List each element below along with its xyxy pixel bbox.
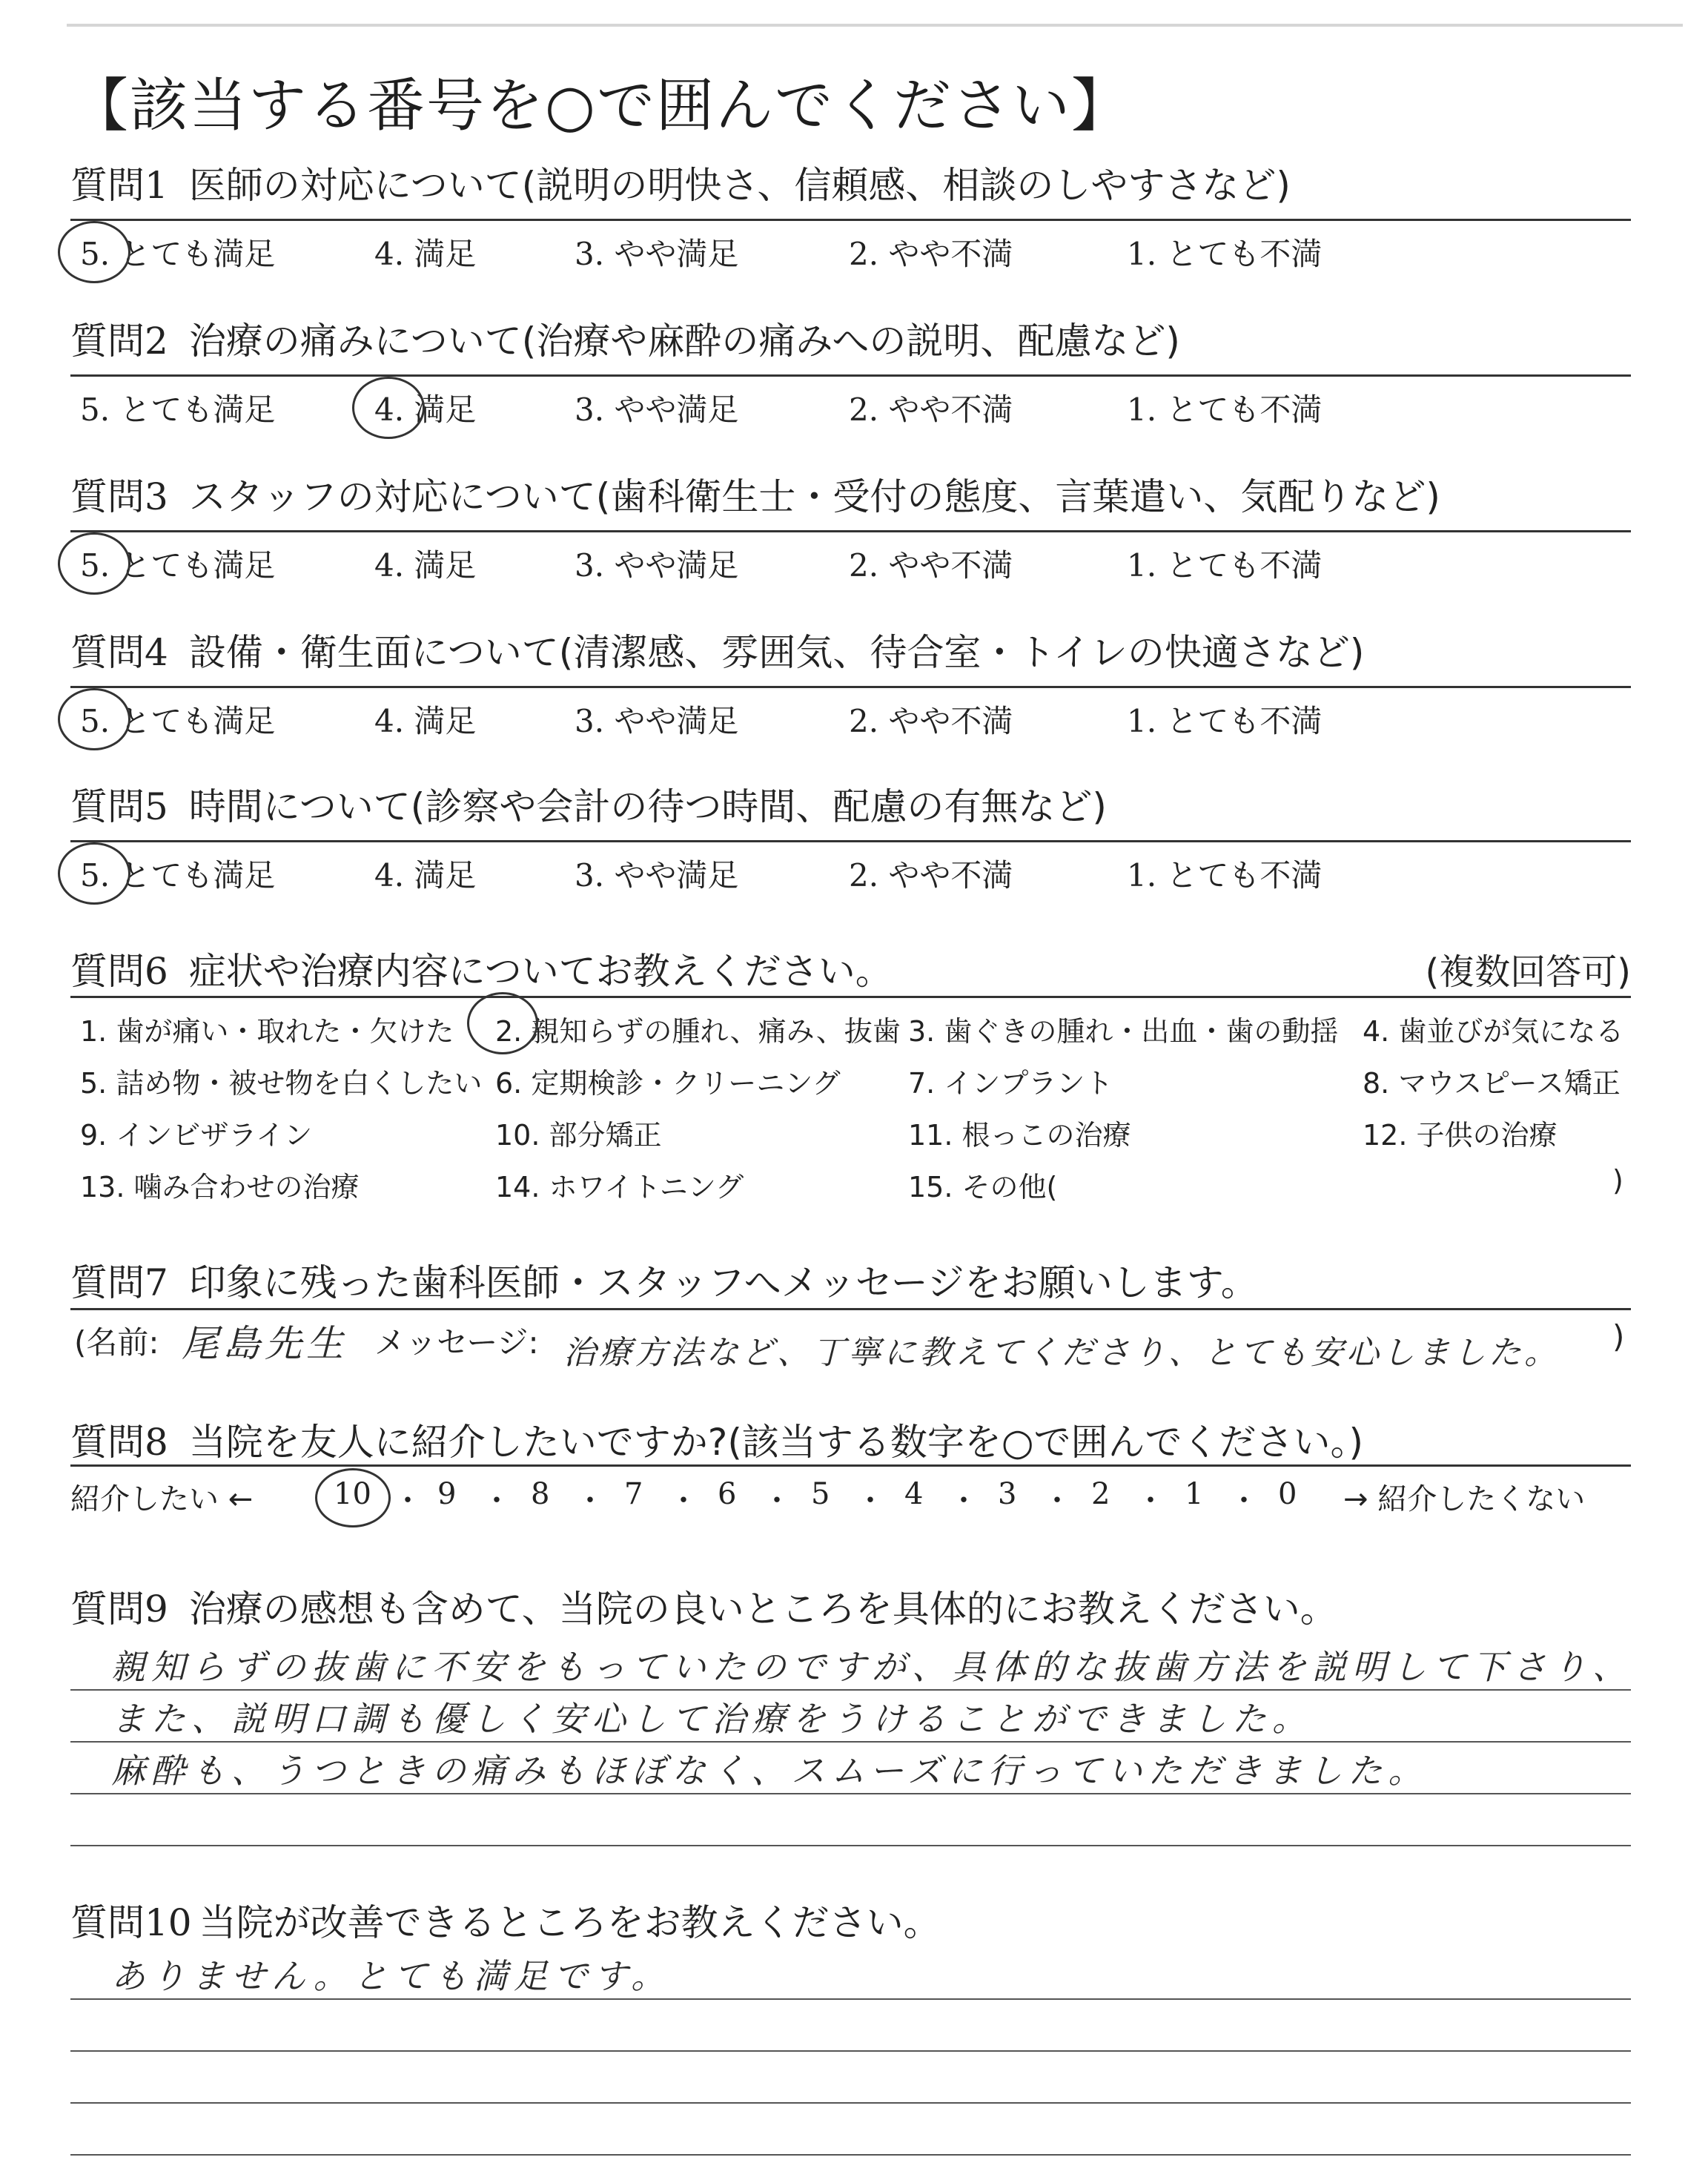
selection-circle xyxy=(352,377,425,439)
rating-option[interactable]: 1. とても不満 xyxy=(1127,547,1323,584)
rating-option[interactable]: 3. やや満足 xyxy=(575,857,739,894)
symptom-option[interactable]: 14. ホワイトニング xyxy=(495,1171,744,1203)
rating-option[interactable]: 5. とても満足 xyxy=(80,703,276,739)
selection-circle xyxy=(58,532,130,595)
answer-line xyxy=(70,2154,1631,2156)
scale-number[interactable]: 2 xyxy=(1091,1477,1110,1511)
question-6-title xyxy=(70,942,893,995)
rating-option[interactable]: 1. とても不満 xyxy=(1127,703,1323,739)
question-number: 質問6 xyxy=(70,950,168,993)
question-text: 当院が改善できるところをお教えください。 xyxy=(199,1901,941,1944)
answer-line xyxy=(70,1741,1631,1743)
top-border xyxy=(67,24,1683,27)
handwritten-answer[interactable]: また、説明口調も優しく安心して治療をうけることができました。 xyxy=(111,1699,1312,1739)
question-10-title xyxy=(70,1893,941,1946)
answer-line xyxy=(70,530,1631,532)
question-text: 設備・衛生面について(清潔感、雰囲気、待合室・トイレの快適さなど) xyxy=(188,631,1365,674)
answer-line xyxy=(70,840,1631,842)
answer-line xyxy=(70,1793,1631,1794)
rating-option[interactable]: 4. 満足 xyxy=(374,703,477,739)
question-text: 印象に残った歯科医師・スタッフへメッセージをお願いします。 xyxy=(188,1261,1258,1304)
answer-line xyxy=(70,1689,1631,1691)
symptom-option[interactable]: 6. 定期検診・クリーニング xyxy=(495,1067,841,1100)
question-8-title xyxy=(70,1413,1363,1466)
rating-option[interactable]: 5. とても満足 xyxy=(80,547,276,584)
rating-option[interactable]: 4. 満足 xyxy=(374,392,477,428)
symptom-option[interactable]: 11. 根っこの治療 xyxy=(908,1119,1131,1152)
scale-separator: ・ xyxy=(855,1484,885,1518)
answer-line xyxy=(70,2102,1631,2104)
scale-separator: ・ xyxy=(575,1484,605,1518)
scale-separator: ・ xyxy=(949,1484,979,1518)
answer-line xyxy=(70,1998,1631,2000)
rating-option[interactable]: 1. とても不満 xyxy=(1127,236,1323,272)
question-text: 当院を友人に紹介したいですか?(該当する数字を○で囲んでください。) xyxy=(188,1421,1363,1464)
question-2-title xyxy=(70,311,1180,365)
rating-option[interactable]: 2. やや不満 xyxy=(849,547,1013,584)
answer-line xyxy=(70,1464,1631,1467)
selection-circle xyxy=(315,1468,391,1527)
multiple-answers-note: (複数回答可) xyxy=(1425,951,1631,993)
scale-number[interactable]: 5 xyxy=(811,1477,830,1511)
message-label: メッセージ: xyxy=(374,1324,539,1361)
handwritten-answer[interactable]: ありません。とても満足です。 xyxy=(111,1956,672,1996)
rating-option[interactable]: 4. 満足 xyxy=(374,857,477,894)
rating-option[interactable]: 5. とても満足 xyxy=(80,857,276,894)
scale-number[interactable]: 0 xyxy=(1278,1477,1297,1511)
scale-number[interactable]: 7 xyxy=(624,1477,643,1511)
scale-number[interactable]: 3 xyxy=(998,1477,1017,1511)
symptom-option[interactable]: 13. 噛み合わせの治療 xyxy=(80,1171,360,1203)
handwritten-answer[interactable]: 麻酔も、うつときの痛みもほぼなく、スムーズに行っていただきました。 xyxy=(111,1751,1429,1791)
question-number: 質問5 xyxy=(70,785,168,828)
answer-line xyxy=(70,1308,1631,1310)
name-value[interactable]: 尾島先生 xyxy=(182,1322,348,1365)
symptom-option[interactable]: 5. 詰め物・被せ物を白くしたい xyxy=(80,1067,483,1100)
question-text: 治療の感想も含めて、当院の良いところを具体的にお教えください。 xyxy=(188,1588,1337,1631)
rating-option[interactable]: 2. やや不満 xyxy=(849,857,1013,894)
question-5-title xyxy=(70,777,1107,830)
question-number: 質問9 xyxy=(70,1588,168,1631)
question-number: 質問4 xyxy=(70,631,168,674)
page-title: 【該当する番号を○で囲んでください】 xyxy=(70,73,1131,139)
symptom-option[interactable]: ) xyxy=(1612,1164,1623,1197)
question-number: 質問1 xyxy=(70,164,168,207)
scale-number[interactable]: 9 xyxy=(437,1477,457,1511)
symptom-option[interactable]: 12. 子供の治療 xyxy=(1363,1119,1558,1152)
selection-circle xyxy=(58,842,130,905)
scale-number[interactable]: 10 xyxy=(334,1477,371,1511)
symptom-option[interactable]: 4. 歯並びが気になる xyxy=(1363,1015,1624,1048)
question-number: 質問7 xyxy=(70,1261,168,1304)
scale-separator: ・ xyxy=(482,1484,512,1518)
answer-line xyxy=(70,686,1631,688)
question-3-title xyxy=(70,467,1440,521)
symptom-option[interactable]: 15. その他( xyxy=(908,1171,1058,1203)
selection-circle xyxy=(467,992,538,1054)
recommend-right-label: → 紹介したくない xyxy=(1343,1482,1586,1516)
question-text: スタッフの対応について(歯科衛生士・受付の態度、言葉遣い、気配りなど) xyxy=(188,475,1440,518)
question-text: 医師の対応について(説明の明快さ、信頼感、相談のしやすさなど) xyxy=(188,164,1291,207)
rating-option[interactable]: 1. とても不満 xyxy=(1127,857,1323,894)
scale-separator: ・ xyxy=(1136,1484,1165,1518)
question-number: 質問10 xyxy=(70,1901,192,1944)
scale-number[interactable]: 8 xyxy=(531,1477,550,1511)
symptom-option[interactable]: 2. 親知らずの腫れ、痛み、抜歯 xyxy=(495,1015,901,1048)
scale-separator: ・ xyxy=(1042,1484,1072,1518)
question-4-title xyxy=(70,623,1364,676)
selection-circle xyxy=(58,221,130,283)
rating-option[interactable]: 3. やや満足 xyxy=(575,547,739,584)
answer-line xyxy=(70,1845,1631,1846)
scale-number[interactable]: 1 xyxy=(1185,1477,1204,1511)
symptom-option[interactable]: 1. 歯が痛い・取れた・欠けた xyxy=(80,1015,454,1048)
question-number: 質問2 xyxy=(70,320,168,363)
rating-option[interactable]: 2. やや不満 xyxy=(849,703,1013,739)
rating-option[interactable]: 3. やや満足 xyxy=(575,236,739,272)
question-text: 時間について(診察や会計の待つ時間、配慮の有無など) xyxy=(188,785,1107,828)
rating-option[interactable]: 5. とても満足 xyxy=(80,392,276,428)
question-9-title xyxy=(70,1579,1337,1633)
rating-option[interactable]: 2. やや不満 xyxy=(849,236,1013,272)
rating-option[interactable]: 4. 満足 xyxy=(374,547,477,584)
question-7-title xyxy=(70,1253,1258,1307)
rating-option[interactable]: 5. とても満足 xyxy=(80,236,276,272)
question-text: 治療の痛みについて(治療や麻酔の痛みへの説明、配慮など) xyxy=(188,320,1180,363)
answer-line xyxy=(70,219,1631,221)
rating-option[interactable]: 3. やや満足 xyxy=(575,392,739,428)
close-paren: ) xyxy=(1612,1318,1625,1355)
handwritten-answer[interactable]: 親知らずの抜歯に不安をもっていたのですが、具体的な抜歯方法を説明して下さり、 xyxy=(111,1647,1632,1687)
symptom-option[interactable]: 7. インプラント xyxy=(908,1067,1113,1100)
rating-option[interactable]: 4. 満足 xyxy=(374,236,477,272)
scale-separator: ・ xyxy=(669,1484,698,1518)
question-number: 質問3 xyxy=(70,475,168,518)
symptom-option[interactable]: 9. インビザライン xyxy=(80,1119,313,1152)
rating-option[interactable]: 3. やや満足 xyxy=(575,703,739,739)
scale-number[interactable]: 6 xyxy=(718,1477,737,1511)
answer-line xyxy=(70,374,1631,377)
name-label: (名前: xyxy=(74,1324,159,1361)
selection-circle xyxy=(58,688,130,750)
scale-separator: ・ xyxy=(762,1484,792,1518)
answer-line xyxy=(70,2050,1631,2052)
symptom-option[interactable]: 10. 部分矯正 xyxy=(495,1119,662,1152)
question-1-title xyxy=(70,156,1291,209)
scale-separator: ・ xyxy=(1229,1484,1259,1518)
question-text: 症状や治療内容についてお教えください。 xyxy=(188,950,893,993)
scale-separator: ・ xyxy=(393,1484,423,1518)
scale-number[interactable]: 4 xyxy=(904,1477,924,1511)
rating-option[interactable]: 1. とても不満 xyxy=(1127,392,1323,428)
message-value[interactable]: 治療方法など、丁寧に教えてくださり、とても安心しました。 xyxy=(563,1334,1560,1372)
recommend-left-label: 紹介したい ← xyxy=(70,1482,254,1516)
rating-option[interactable]: 2. やや不満 xyxy=(849,392,1013,428)
question-number: 質問8 xyxy=(70,1421,168,1464)
symptom-option[interactable]: 3. 歯ぐきの腫れ・出血・歯の動揺 xyxy=(908,1015,1339,1048)
answer-line xyxy=(70,996,1631,998)
symptom-option[interactable]: 8. マウスピース矯正 xyxy=(1363,1067,1621,1100)
